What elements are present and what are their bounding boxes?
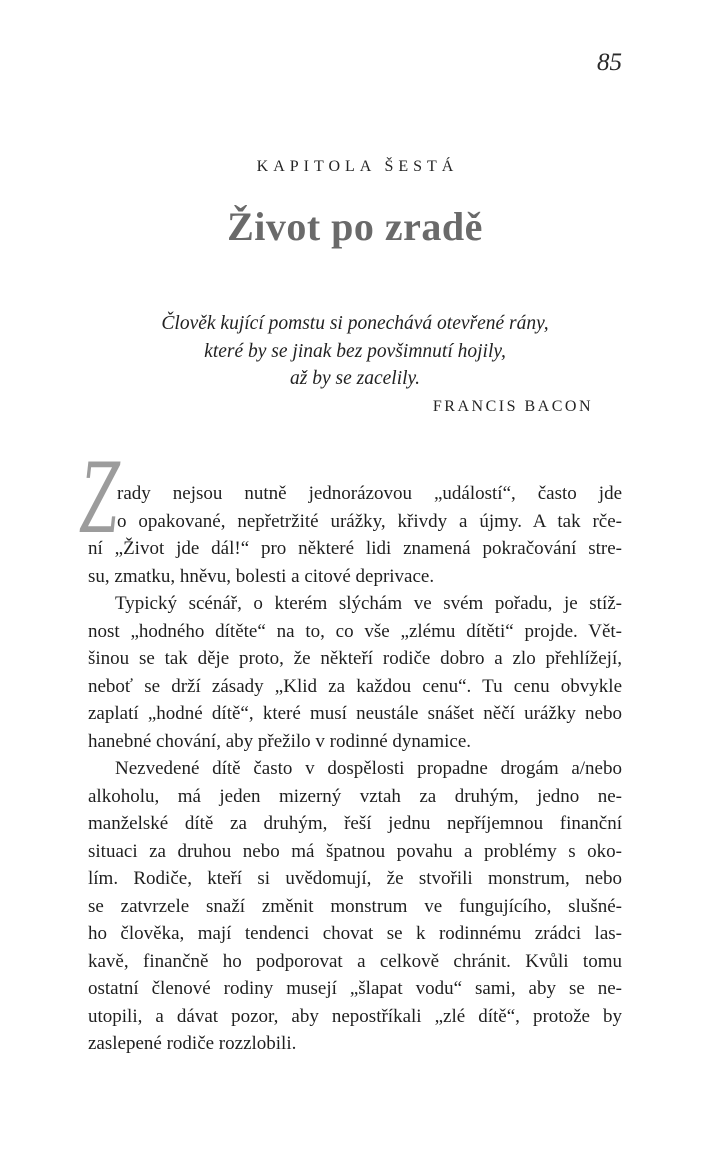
text-line: Nezvedené dítě často v dospělosti propadne drogám a/nebo <box>115 758 622 779</box>
epigraph-line: Člověk kující pomstu si ponechává otevřené rány, <box>161 313 549 334</box>
text-line: zaplatí „hodné dítě“, které musí neustále snášet něčí urážky nebo <box>88 703 622 724</box>
page-number: 85 <box>597 49 622 76</box>
drop-cap: Z <box>81 443 120 555</box>
text-line: su, zmatku, hněvu, bolesti a citové deprivace. <box>88 565 435 587</box>
text-line: Typický scénář, o kterém slýchám ve svém pořadu, je stíž- <box>115 593 622 614</box>
text-line: rady nejsou nutně jednorázovou „událostí“, často jde <box>117 483 622 504</box>
epigraph <box>88 310 622 420</box>
chapter-title: Život po zradě <box>227 204 483 249</box>
text-line: se zatvrzele snaží změnit monstrum ve fungujícího, slušné- <box>88 895 622 917</box>
text-line: zaslepené rodiče rozzlobili. <box>88 1033 297 1054</box>
paragraph <box>88 590 622 755</box>
text-line: hanebné chování, aby přežilo v rodinné dynamice. <box>88 730 472 752</box>
text-line: alkoholu, má jeden mizerný vztah za druhým, jedno ne- <box>88 785 622 807</box>
text-line: ho člověka, mají tendenci chovat se k rodinnému zrádci las- <box>88 923 622 944</box>
text-line: neboť se drží zásady „Klid za každou cenu“. Tu cenu obvykle <box>88 675 622 697</box>
epigraph-attribution: FRANCIS BACON <box>432 397 593 415</box>
text-line: o opakované, nepřetržité urážky, křivdy a újmy. A tak rče- <box>117 510 622 532</box>
text-line: šinou se tak děje proto, že někteří rodiče dobro a zlo přehlížejí, <box>88 648 622 669</box>
text-line: ostatní členové rodiny musejí „šlapat vodu“ sami, aby se ne- <box>88 978 622 999</box>
text-line: manželské dítě za druhým, řeší jednu nepříjemnou finanční <box>88 813 622 834</box>
chapter-label: KAPITOLA ŠESTÁ <box>256 158 459 175</box>
text-line: utopili, a dávat pozor, aby nepostříkali „zlé dítě“, protože by <box>88 1005 622 1027</box>
text-line: ní „Život jde dál!“ pro některé lidi znamená pokračování stre- <box>88 538 622 559</box>
paragraph <box>88 755 622 1058</box>
epigraph-line: které by se jinak bez povšimnutí hojily, <box>204 340 506 362</box>
text-line: lím. Rodiče, kteří si uvědomují, že stvořili monstrum, nebo <box>88 868 622 889</box>
text-line: situaci za druhou nebo má špatnou povahu a problémy s oko- <box>88 840 622 862</box>
text-line: kavě, finančně ho podporovat a celkově chránit. Kvůli tomu <box>88 950 622 972</box>
text-line: nost „hodného dítěte“ na to, co vše „zlému dítěti“ projde. Vět- <box>88 620 622 642</box>
body-text <box>81 443 622 1058</box>
paragraph <box>88 480 622 590</box>
epigraph-line: až by se zacelily. <box>290 368 420 389</box>
